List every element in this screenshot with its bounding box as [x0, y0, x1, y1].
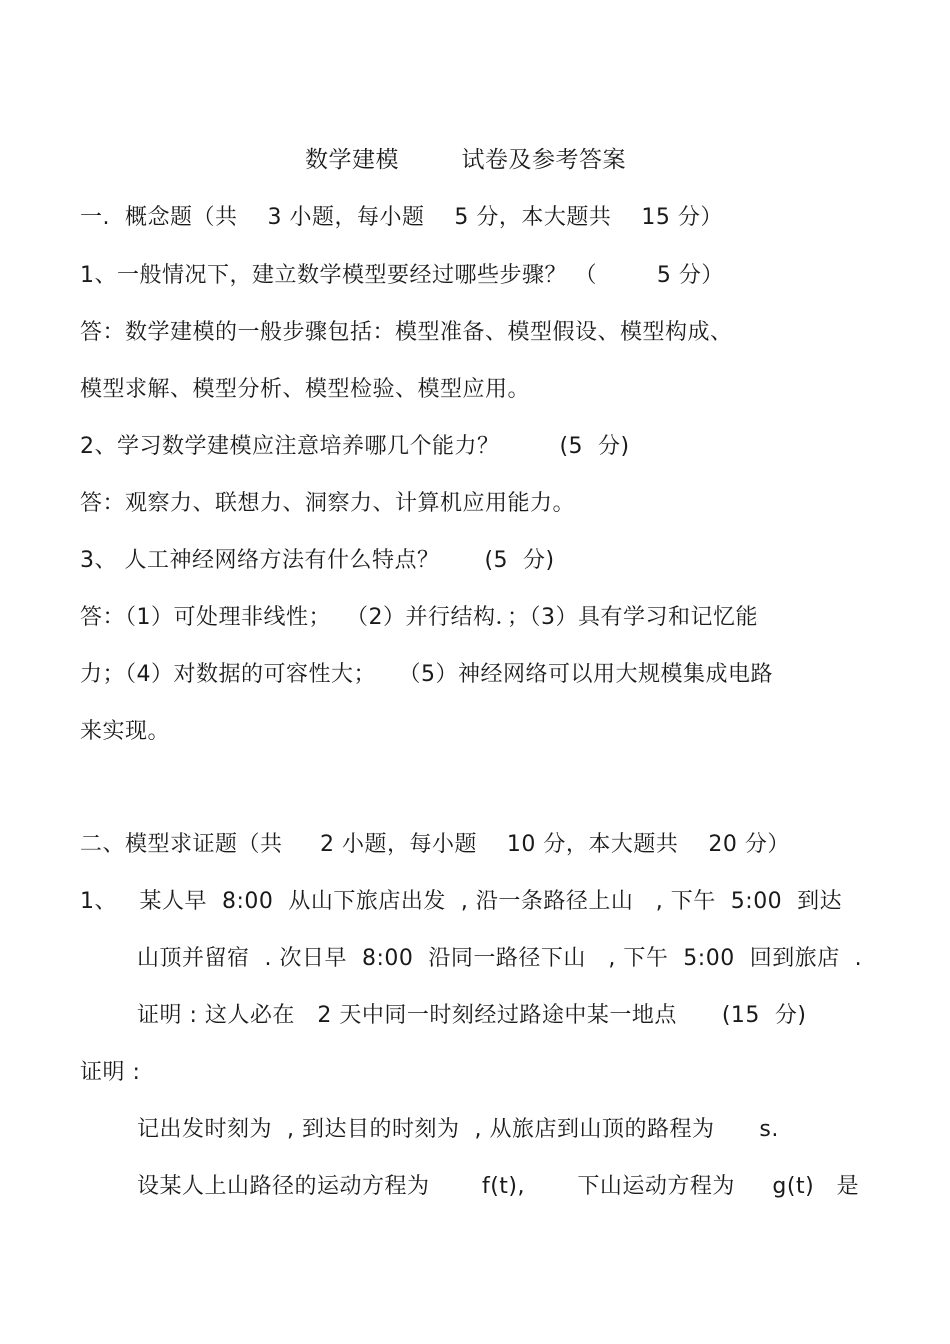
question-2-1-line-1: 1、 某人早 8:00 从山下旅店出发 , 沿一条路径上山 , 下午 5:00 到达	[80, 889, 843, 914]
proof-label: 证明 :	[80, 1060, 141, 1085]
proof-line-2: 设某人上山路径的运动方程为 f(t), 下山运动方程为 g(t) 是	[137, 1174, 860, 1199]
answer-1-1-line-2: 模型求解、模型分析、模型检验、模型应用。	[80, 377, 531, 402]
question-1-3: 3、 人工神经网络方法有什么特点？ (5 分)	[80, 548, 555, 573]
document-title: 数学建模 试卷及参考答案	[305, 147, 626, 173]
proof-line-1: 记出发时刻为 , 到达目的时刻为 , 从旅店到山顶的路程为 s.	[137, 1117, 779, 1142]
answer-1-3-line-1: 答：（1）可处理非线性； （2）并行结构．；（3）具有学习和记忆能	[80, 605, 758, 630]
answer-1-3-line-2: 力；（4）对数据的可容性大； （5）神经网络可以用大规模集成电路	[80, 662, 773, 687]
answer-1-3-line-3: 来实现。	[80, 719, 171, 744]
answer-1-1-line-1: 答：数学建模的一般步骤包括：模型准备、模型假设、模型构成、	[80, 320, 733, 345]
question-1-2: 2、学习数学建模应注意培养哪几个能力？ (5 分)	[80, 434, 630, 459]
question-2-1-line-2: 山顶并留宿 . 次日早 8:00 沿同一路径下山 , 下午 5:00 回到旅店 .	[137, 946, 863, 971]
section1-heading: 一. 概念题（共 3 小题，每小题 5 分，本大题共 15 分）	[80, 205, 723, 230]
section2-heading: 二、模型求证题（共 2 小题，每小题 10 分，本大题共 20 分）	[80, 832, 790, 857]
question-2-1-line-3: 证明 : 这人必在 2 天中同一时刻经过路途中某一地点 (15 分)	[137, 1003, 807, 1028]
question-1-1: 1、一般情况下，建立数学模型要经过哪些步骤？ （ 5 分）	[80, 263, 724, 288]
answer-1-2: 答：观察力、联想力、洞察力、计算机应用能力。	[80, 491, 576, 516]
